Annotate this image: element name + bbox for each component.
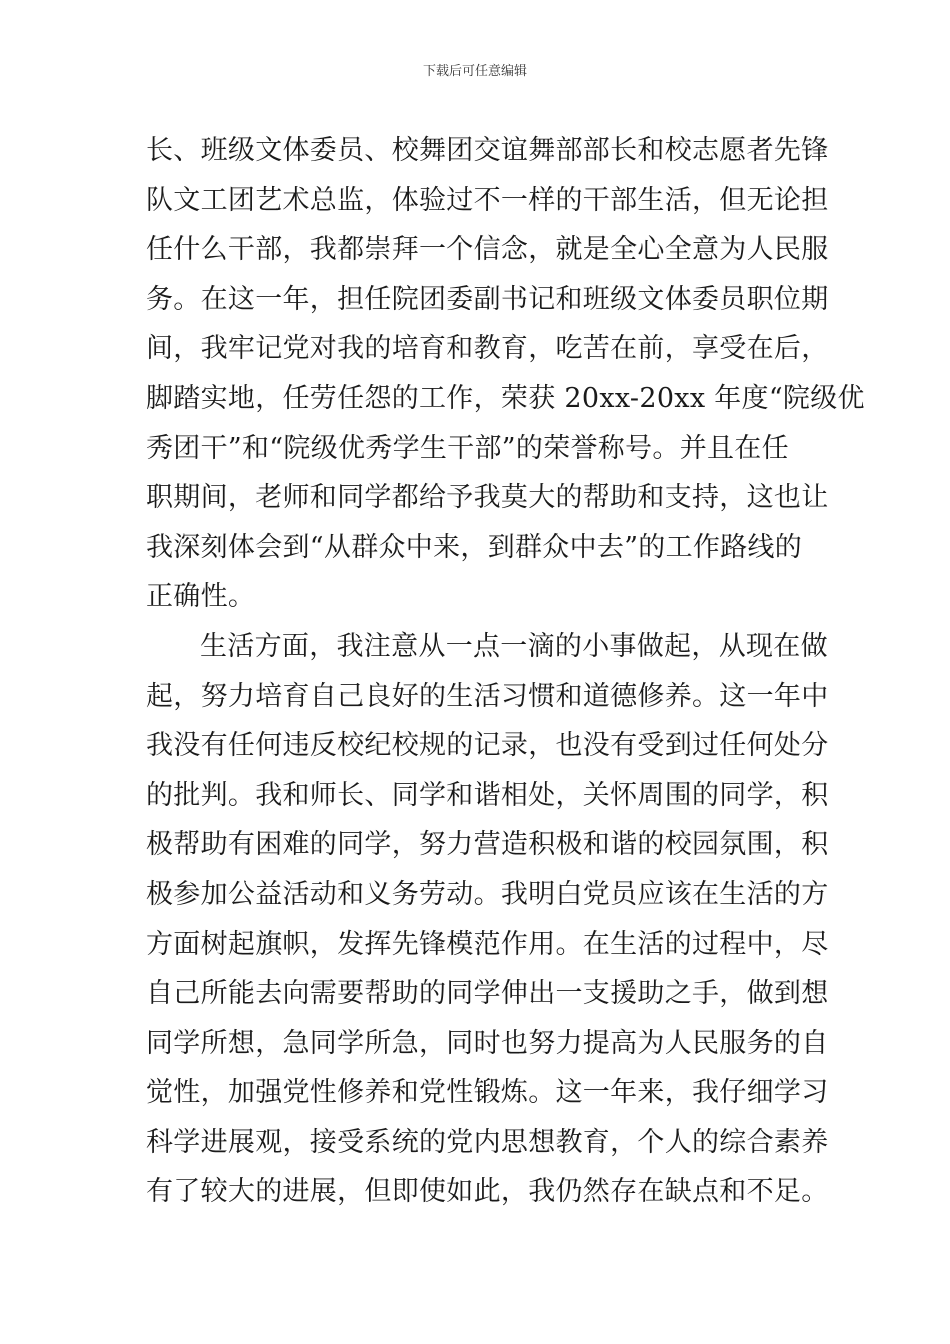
text-line: 脚踏实地，任劳任怨的工作，荣获 20xx-20xx 年度“院级优 (146, 382, 865, 414)
text-line: 任什么干部，我都崇拜一个信念，就是全心全意为人民服 (146, 234, 829, 266)
body-text (146, 126, 865, 1217)
header-note: 下载后可任意编辑 (422, 64, 527, 79)
text-line: 职期间，老师和同学都给予我莫大的帮助和支持，这也让 (146, 482, 829, 514)
text-line: 正确性。 (146, 581, 256, 613)
text-line: 队文工团艺术总监，体验过不一样的干部生活，但无论担 (146, 184, 829, 216)
text-line: 自己所能去向需要帮助的同学伸出一支援助之手，做到想 (146, 978, 829, 1010)
text-line: 的批判。我和师长、同学和谐相处，关怀周围的同学，积 (146, 779, 829, 811)
text-line: 觉性，加强党性修养和党性锻炼。这一年来，我仔细学习 (146, 1077, 829, 1109)
text-line: 方面树起旗帜，发挥先锋模范作用。在生活的过程中，尽 (146, 928, 829, 960)
text-line: 同学所想，急同学所急，同时也努力提高为人民服务的自 (146, 1027, 829, 1059)
text-line: 秀团干”和“院级优秀学生干部”的荣誉称号。并且在任 (146, 432, 789, 464)
text-line: 极帮助有困难的同学，努力营造积极和谐的校园氛围，积 (146, 829, 829, 861)
text-line: 务。在这一年，担任院团委副书记和班级文体委员职位期 (146, 283, 829, 315)
text-line: 生活方面，我注意从一点一滴的小事做起，从现在做 (200, 630, 828, 662)
paragraph-1 (146, 126, 865, 622)
text-line: 有了较大的进展，但即使如此，我仍然存在缺点和不足。 (146, 1176, 829, 1208)
text-line: 间，我牢记党对我的培育和教育，吃苦在前，享受在后， (146, 333, 829, 365)
paragraph-2 (146, 622, 829, 1217)
text-line: 长、班级文体委员、校舞团交谊舞部部长和校志愿者先锋 (146, 135, 829, 166)
text-line: 起，努力培育自己良好的生活习惯和道德修养。这一年中 (146, 680, 829, 712)
text-line: 我没有任何违反校纪校规的记录，也没有受到过任何处分 (146, 730, 829, 762)
text-line: 科学进展观，接受系统的党内思想教育，个人的综合素养 (146, 1126, 829, 1158)
text-line: 极参加公益活动和义务劳动。我明白党员应该在生活的方 (146, 878, 829, 910)
text-line: 我深刻体会到“从群众中来，到群众中去”的工作路线的 (146, 531, 803, 563)
